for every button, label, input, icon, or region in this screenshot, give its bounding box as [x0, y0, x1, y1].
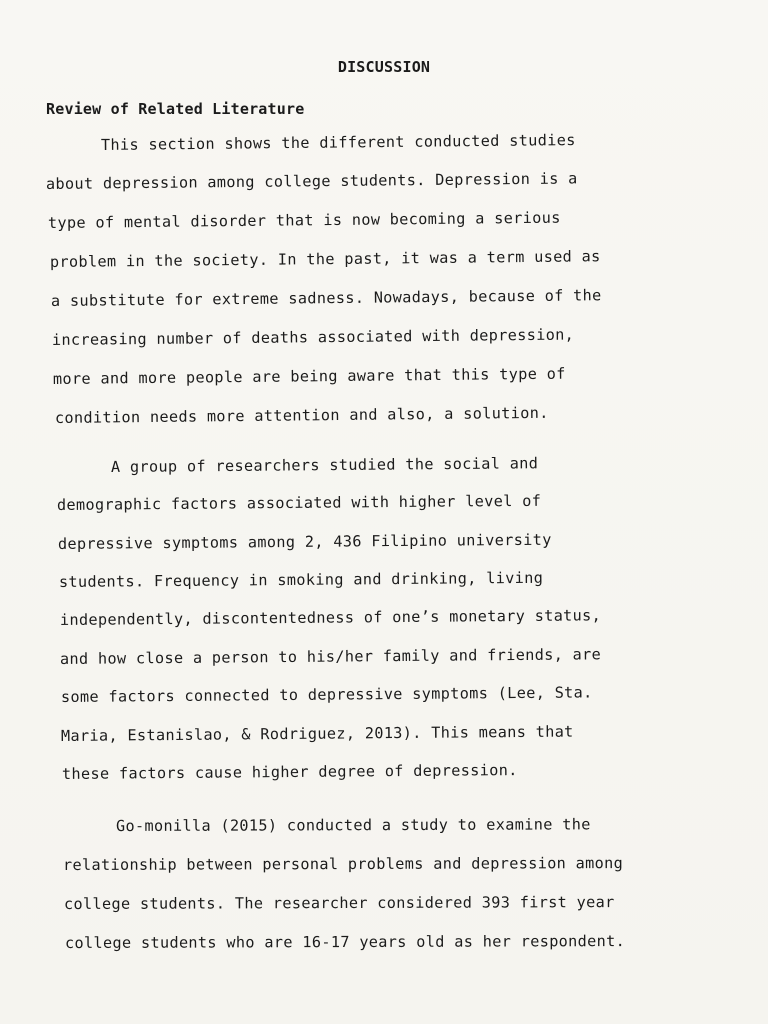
paragraph-3-line-1: Go-monilla (2015) conducted a study to examine the — [115, 815, 591, 835]
paragraph-2-line-6: and how close a person to his/her family and friends, are — [59, 645, 602, 668]
paragraph-3-line-3: college students. The researcher considered 393 first year — [63, 893, 615, 913]
paragraph-2-line-2: demographic factors associated with higher level of — [56, 491, 542, 514]
section-heading: Review of Related Literature — [46, 100, 305, 118]
paragraph-1-line-5: a substitute for extreme sadness. Nowadays, because of the — [50, 286, 602, 310]
page-title: DISCUSSION — [337, 58, 431, 76]
paragraph-2-line-1: A group of researchers studied the social and — [110, 454, 539, 476]
paragraph-2-line-7: some factors connected to depressive symptoms (Lee, Sta. — [60, 683, 593, 706]
paragraph-3-line-2: relationship between personal problems and depression among — [62, 854, 624, 874]
paragraph-1-line-8: condition needs more attention and also, a solution. — [54, 403, 549, 427]
paragraph-1-line-1: This section shows the different conducted studies — [100, 131, 576, 154]
paragraph-2-line-5: independently, discontentedness of one’s monetary status, — [59, 606, 602, 629]
paragraph-1-line-6: increasing number of deaths associated with depression, — [51, 325, 575, 349]
paragraph-1-line-2: about depression among college students. Depression is a — [45, 169, 578, 193]
paragraph-2-line-9: these factors cause higher degree of depression. — [61, 761, 518, 783]
paragraph-2-line-4: students. Frequency in smoking and drinking, living — [58, 568, 544, 591]
paragraph-2-line-3: depressive symptoms among 2, 436 Filipino university — [57, 530, 552, 553]
paragraph-1-line-4: problem in the society. In the past, it was a term used as — [49, 247, 601, 271]
paragraph-3-line-4: college students who are 16-17 years old as her respondent. — [64, 932, 626, 952]
paragraph-1-line-7: more and more people are being aware that this type of — [52, 364, 566, 388]
paragraph-1-line-3: type of mental disorder that is now becoming a serious — [47, 208, 561, 232]
paragraph-2-line-8: Maria, Estanislao, & Rodriguez, 2013). This means that — [60, 722, 574, 745]
